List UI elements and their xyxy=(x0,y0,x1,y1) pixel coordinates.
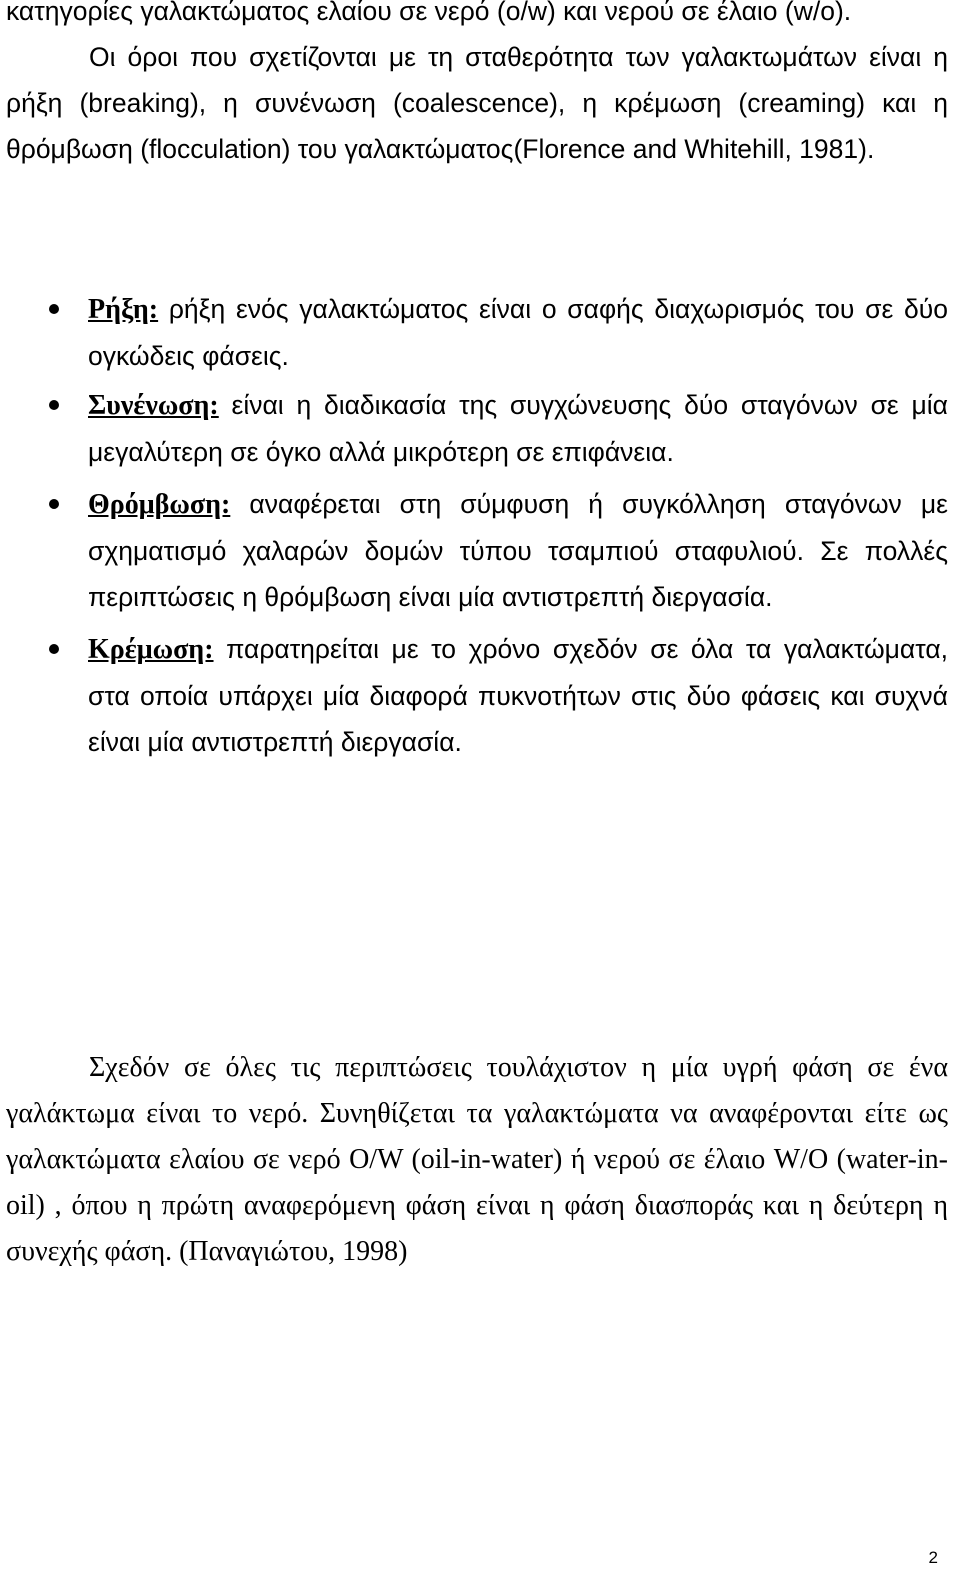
term-breaking: Ρήξη: xyxy=(88,294,159,325)
bullet-icon xyxy=(49,400,59,410)
stability-terms-paragraph: Οι όροι που σχετίζονται με τη σταθερότητα των γαλακτωμάτων είναι η ρήξη (breaking), η συνένωση (coalescence), η κρέμωση (creaming) και η θρόμβωση (flocculation) του γαλακτώματος(Florence and Whitehill, 1981). xyxy=(6,42,948,164)
list-item xyxy=(0,626,948,765)
term-coalescence: Συνένωση: xyxy=(88,390,219,421)
intro-line: κατηγορίες γαλακτώματος ελαίου σε νερό (o/w) και νερού σε έλαιο (w/o). xyxy=(6,0,852,26)
closing-paragraph: Σχεδόν σε όλες τις περιπτώσεις τουλάχιστον η μία υγρή φάση σε ένα γαλάκτωμα είναι το νερό. Συνηθίζεται τα γαλακτώματα να αναφέρονται είτε ως γαλακτώματα ελαίου σε νερό O/W (oil-in-water) ή νερού σε έλαιο W/O (water-in-oil) , όπου η πρώτη αναφερόμενη φάση είναι η φάση διασποράς και η δεύτερη η συνεχής φάση. (Παναγιώτου, 1998) xyxy=(6,1052,948,1267)
term-creaming: Κρέμωση: xyxy=(88,634,214,665)
list-item xyxy=(0,286,948,379)
list-item xyxy=(0,481,948,620)
stability-terms-list xyxy=(0,286,948,771)
term-flocculation: Θρόμβωση: xyxy=(88,489,231,520)
bullet-icon xyxy=(49,304,59,314)
closing-section xyxy=(6,1045,948,1275)
term-breaking-definition: ρήξη ενός γαλακτώματος είναι ο σαφής διαχωρισμός του σε δύο ογκώδεις φάσεις. xyxy=(88,294,948,371)
term-flocculation-definition: αναφέρεται στη σύμφυση ή συγκόλληση σταγόνων με σχηματισμό χαλαρών δομών τύπου τσαμπιού σταφυλιού. Σε πολλές περιπτώσεις η θρόμβωση είναι μία αντιστρεπτή διεργασία. xyxy=(88,489,948,612)
bullet-icon xyxy=(49,499,59,509)
term-creaming-definition: παρατηρείται με το χρόνο σχεδόν σε όλα τα γαλακτώματα, στα οποία υπάρχει μία διαφορά πυκνοτήτων στις δύο φάσεις και συχνά είναι μία αντιστρεπτή διεργασία. xyxy=(88,634,948,757)
page-number: 2 xyxy=(928,1548,938,1567)
term-coalescence-definition: είναι η διαδικασία της συγχώνευσης δύο σταγόνων σε μία μεγαλύτερη σε όγκο αλλά μικρότερη σε επιφάνεια. xyxy=(88,390,948,467)
intro-section xyxy=(6,0,948,172)
list-item xyxy=(0,382,948,475)
bullet-icon xyxy=(49,644,59,654)
